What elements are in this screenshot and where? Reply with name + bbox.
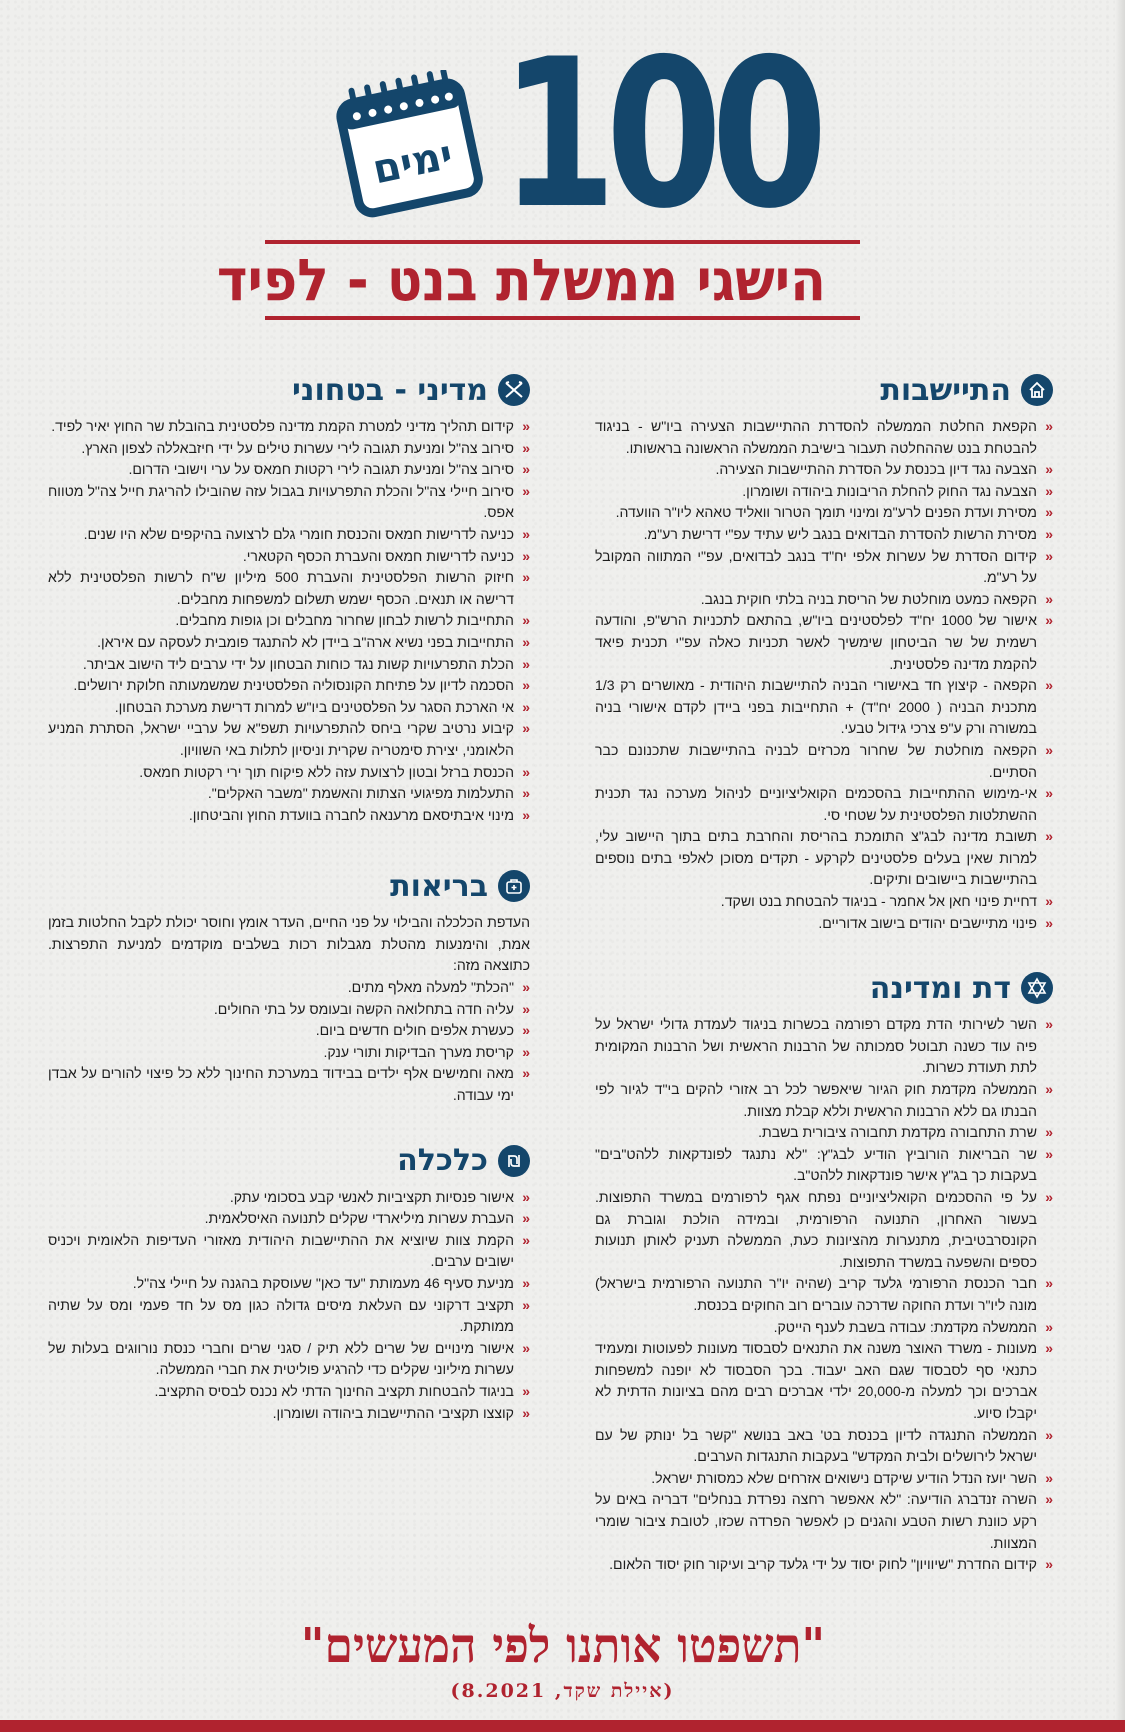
bullet-chevron-icon: « bbox=[1045, 893, 1053, 910]
bullet-chevron-icon: « bbox=[522, 698, 530, 715]
list-item-text: קוצצו תקציבי ההתיישבות ביהודה ושומרון. bbox=[272, 1404, 514, 1421]
bullet-chevron-icon: « bbox=[1045, 1081, 1053, 1098]
list-item bbox=[595, 783, 1053, 826]
list-item-text: סירוב צה"ל ומניעת תגובה לירי רקטות חמאס על ערי וישובי הדרום. bbox=[128, 461, 514, 478]
list-item bbox=[595, 459, 1053, 481]
bullet-chevron-icon: « bbox=[1045, 547, 1053, 564]
health-intro: העדפת הכלכלה והבילוי על פני החיים, העדר אומץ וחוסר יכולת לקבל החלטות בזמן אמת, והימנעות מהטלת מגבלות רכות בשלבים מוקדמים למניעת התפרצות. כתוצאה מזה: bbox=[48, 914, 530, 974]
bullet-chevron-icon: « bbox=[522, 1339, 530, 1356]
list-item-text: תשובת מדינה לבג"צ התומכת בהריסת והחרבת בתים בתוך היישוב עלי, למרות שאין בעלים פלסטינים לקרקע - תקדים מסוכן לאלפי בתים נוספים בהתיישבות ביישובים ותיקים. bbox=[595, 828, 1037, 888]
list-item-text: הסכמה לדיון על פתיחת הקונסוליה הפלסטינית שמשמעותה חלוקת ירושלים. bbox=[73, 677, 514, 694]
bullet-chevron-icon: « bbox=[1045, 1189, 1053, 1205]
list-item-text: קיבוע נרטיב שקרי ביחס להתפרעויות תשפ"א של ערביי ישראל, הסתרת המניע הלאומני, יצירת סימטריה שקרית וניסיון לתלות באי השוויון. bbox=[48, 720, 514, 758]
bullet-chevron-icon: « bbox=[1045, 1556, 1053, 1573]
list-item-text: כעשרת אלפים חולים חדשים ביום. bbox=[315, 1022, 514, 1039]
list-item bbox=[48, 1338, 530, 1381]
bullet-chevron-icon: « bbox=[1045, 785, 1053, 802]
crossed-rifles-icon bbox=[498, 374, 530, 406]
bullet-chevron-icon: « bbox=[1045, 1340, 1053, 1357]
list-item bbox=[48, 546, 530, 568]
list-item-text: מסירת הרשות להסדרת הבדואים בנגב ליש עתיד עפ"י דרישת רע"מ. bbox=[643, 525, 1037, 542]
star-of-david-icon bbox=[1021, 972, 1053, 1004]
bullet-chevron-icon: « bbox=[1045, 612, 1053, 629]
list-item bbox=[595, 1273, 1053, 1316]
list-item bbox=[48, 1208, 530, 1230]
right-column bbox=[595, 370, 1053, 1610]
list-item-text: השרה זנדברג הודיעה: "לא אאפשר רחצה נפרדת בנחלים" דבריה באים על רקע כוונת רשות הטבע והגנים כן לאפשר הפרדה שכזו, לטובת ציבור שומרי המצוות. bbox=[595, 1491, 1037, 1551]
bullet-chevron-icon: « bbox=[522, 525, 530, 542]
list-item-text: השר לשירותי הדת מקדם רפורמה בכשרות בניגוד לעמדת גדולי ישראל על פיה עוד כשנה תבוטל סמכותה של הרבנות הראשית ושל הרבנות המקומית לתת תעודת כשרות. bbox=[595, 1016, 1037, 1076]
list-item bbox=[595, 416, 1053, 459]
list-item-text: קידום תהליך מדיני למטרת הקמת מדינה פלסטינית בהובלת שר החוץ יאיר לפיד. bbox=[51, 418, 514, 434]
bullet-chevron-icon: « bbox=[1045, 1491, 1053, 1508]
list-item bbox=[48, 999, 530, 1021]
list-item-text: הקפאת החלטת הממשלה להסדרת ההתיישבות הצעירה ביו"ש - בניגוד להבטחת בנט שההחלטה תעבור בישיבת הממשלה הראשונה בראשותו. bbox=[595, 418, 1037, 456]
bullet-chevron-icon: « bbox=[1045, 677, 1053, 694]
list-item bbox=[48, 632, 530, 654]
section-title: מדיני - בטחוני bbox=[292, 372, 488, 408]
list-item bbox=[595, 1014, 1053, 1079]
list-item-text: קידום החדרת "שיוויון" לחוק יסוד על ידי גלעד קריב ועיקור חוק יסוד הלאום. bbox=[609, 1556, 1037, 1573]
list-item bbox=[595, 1425, 1053, 1468]
bullet-chevron-icon: « bbox=[522, 806, 530, 823]
bullet-chevron-icon: « bbox=[522, 418, 530, 434]
list-item bbox=[595, 502, 1053, 524]
list-item-text: בניגוד להבטחות תקציב החינוך הדתי לא נכנס לבסיס התקציב. bbox=[154, 1382, 514, 1399]
list-item-text: העברת עשרות מיליארדי שקלים לתנועה האיסלאמית. bbox=[204, 1210, 514, 1227]
list-item bbox=[595, 1187, 1053, 1273]
list-item-text: מינוי איבתיסאם מרענאה לחברה בוועדת החוץ והביטחון. bbox=[188, 806, 514, 823]
bullet-chevron-icon: « bbox=[522, 1231, 530, 1248]
list-item-text: עליה חדה בתחלואה הקשה ובעומס על בתי החולים. bbox=[213, 1000, 514, 1017]
list-item-text: חבר הכנסת הרפורמי גלעד קריב (שהיה יו"ר התנועה הרפורמית בישראל) מונה ליו"ר ועדת החוקה שדרכה עוברים רוב החוקים בכנסת. bbox=[595, 1275, 1037, 1313]
left-column bbox=[48, 370, 530, 1458]
list-item-text: הממשלה מקדמת: עבודה בשבת לענף הייטק. bbox=[773, 1318, 1037, 1335]
list-item-text: התחייבות בפני נשיא ארה"ב ביידן לא להתנגד פומבית לעסקה עם איראן. bbox=[97, 633, 514, 650]
section-heading bbox=[48, 1141, 530, 1181]
list-item-text: השר יועז הנדל הודיע שיקדם נישואים אזרחים שלא כמסורת ישראל. bbox=[651, 1469, 1037, 1486]
list-item-text: הקמת צוות שיוציא את ההתיישבות היהודית מאזורי העדיפות הלאומית ויכניס ישובים ערבים. bbox=[48, 1231, 514, 1270]
bullet-chevron-icon: « bbox=[522, 1000, 530, 1017]
bullet-chevron-icon: « bbox=[522, 1275, 530, 1291]
calendar-word: ימים bbox=[368, 131, 457, 194]
list-item bbox=[48, 1295, 530, 1338]
quote-text: "תשפטו אותנו לפי המעשים" bbox=[300, 1618, 825, 1674]
bullet-chevron-icon: « bbox=[1045, 1426, 1053, 1443]
list-item bbox=[595, 524, 1053, 546]
bullet-chevron-icon: « bbox=[522, 439, 530, 456]
list-item bbox=[48, 977, 530, 999]
bullet-chevron-icon: « bbox=[522, 1404, 530, 1421]
house-icon bbox=[1021, 374, 1053, 406]
bullet-chevron-icon: « bbox=[1045, 482, 1053, 499]
list-item bbox=[595, 1468, 1053, 1490]
bullet-chevron-icon: « bbox=[522, 1022, 530, 1039]
list-item-text: קידום הסדרת של עשרות אלפי יח"ד בנגב לבדואים, עפ"י המתווה המקובל על רע"מ. bbox=[595, 547, 1037, 586]
section-settlement bbox=[595, 370, 1053, 934]
list-item bbox=[595, 891, 1053, 913]
bullet-chevron-icon: « bbox=[522, 633, 530, 650]
bullet-chevron-icon: « bbox=[1045, 418, 1053, 434]
bullet-chevron-icon: « bbox=[522, 979, 530, 996]
section-title: התיישבות bbox=[880, 372, 1011, 408]
list-item bbox=[595, 1144, 1053, 1187]
list-item bbox=[595, 610, 1053, 675]
list-item bbox=[48, 1273, 530, 1295]
section-title: דת ומדינה bbox=[869, 970, 1011, 1006]
list-item-text: אישור פנסיות תקציביות לאנשי קבע בסכומי עתק. bbox=[229, 1188, 514, 1205]
list-item bbox=[595, 913, 1053, 935]
list-item bbox=[595, 1317, 1053, 1339]
bullet-chevron-icon: « bbox=[522, 785, 530, 802]
bullet-chevron-icon: « bbox=[522, 461, 530, 478]
bullet-chevron-icon: « bbox=[1045, 741, 1053, 758]
section-religion bbox=[595, 968, 1053, 1575]
list-item bbox=[595, 1554, 1053, 1576]
section-heading bbox=[595, 370, 1053, 410]
bullet-chevron-icon: « bbox=[522, 720, 530, 737]
list-item-text: סירוב חיילי צה"ל והכלת התפרעויות בגבול עזה שהובילו להריגת חייל צה"ל מטווח אפס. bbox=[48, 482, 514, 521]
section-title: בריאות bbox=[390, 868, 488, 904]
list-item-text: אי הארכת הסגר על הפלסטינים ביו"ש למרות דרישת מערכת הבטחון. bbox=[114, 698, 514, 715]
list-item bbox=[595, 589, 1053, 611]
security-list bbox=[48, 416, 530, 826]
list-item-text: כניעה לדרישות חמאס והכנסת חומרי גלם לרצועה בהיקפים שלא היו שנים. bbox=[83, 525, 514, 542]
footer-quote bbox=[0, 1618, 1125, 1674]
list-item bbox=[48, 1187, 530, 1209]
list-item bbox=[595, 1338, 1053, 1424]
bottom-bar bbox=[0, 1720, 1125, 1732]
list-item-text: מניעת סעיף 46 מעמותת "עד כאן" שעוסקת בהגנה על חיילי צה"ל. bbox=[132, 1275, 514, 1291]
list-item-text: הממשלה מקדמת חוק הגיור שיאפשר לכל רב אזורי להקים בי"ד לגיור לפי הבנתו גם ללא הרבנות הראשית וללא קבלת מצוות. bbox=[595, 1081, 1037, 1119]
bullet-chevron-icon: « bbox=[522, 1210, 530, 1227]
bullet-chevron-icon: « bbox=[522, 1188, 530, 1205]
bullet-chevron-icon: « bbox=[522, 763, 530, 780]
list-item bbox=[48, 1042, 530, 1064]
bullet-chevron-icon: « bbox=[1045, 1469, 1053, 1486]
list-item bbox=[48, 567, 530, 610]
list-item bbox=[595, 740, 1053, 783]
bullet-chevron-icon: « bbox=[1045, 525, 1053, 542]
hundred-number: 100 bbox=[500, 16, 817, 254]
list-item-text: אישור מינויים של שרים ללא תיק / סגני שרים וחברי כנסת נורווגים בעלות של עשרות מיליוני שקלים כדי להרגיע פוליטית את חברי הממשלה. bbox=[48, 1339, 514, 1378]
list-item bbox=[48, 1381, 530, 1403]
bullet-chevron-icon: « bbox=[522, 677, 530, 694]
list-item bbox=[595, 1122, 1053, 1144]
section-title: כלכלה bbox=[397, 1143, 488, 1179]
bullet-chevron-icon: « bbox=[522, 655, 530, 672]
list-item-text: מסירת ועדת הפנים לרע"מ ומינוי תומך הטרור וואליד טאהא ליו"ר הוועדה. bbox=[615, 504, 1037, 521]
economy-list bbox=[48, 1187, 530, 1425]
list-item bbox=[595, 826, 1053, 891]
bullet-chevron-icon: « bbox=[522, 569, 530, 586]
list-item-text: הממשלה התנגדה לדיון בכנסת בט' באב בנושא "קשר בל ינותק של עם ישראל לירושלים ולבית המקדש" בעקבות התנגדות הערבים. bbox=[595, 1426, 1037, 1465]
list-item bbox=[48, 805, 530, 827]
bullet-chevron-icon: « bbox=[522, 1065, 530, 1082]
list-item-text: הקפאה מוחלטת של שחרור מכרזים לבניה בהתיישבות שתכנונם כבר הסתיים. bbox=[595, 741, 1037, 780]
list-item-text: אי-מימוש ההתחייבות בהסכמים הקואליציוניים לניהול מערכה נגד תכנית ההשתלטות הפלסטינית על שטחי סי. bbox=[595, 785, 1037, 823]
bullet-chevron-icon: « bbox=[522, 612, 530, 629]
list-item bbox=[48, 481, 530, 524]
bullet-chevron-icon: « bbox=[1045, 504, 1053, 521]
bullet-chevron-icon: « bbox=[522, 1043, 530, 1060]
bullet-chevron-icon: « bbox=[1045, 1145, 1053, 1162]
list-item bbox=[48, 654, 530, 676]
list-item bbox=[595, 546, 1053, 589]
bullet-chevron-icon: « bbox=[1045, 1318, 1053, 1335]
list-item-text: מעונות - משרד האוצר משנה את התנאים לסבסוד מעונות לפעוטות ומעמיד כתנאי סף לסבסוד שגם האב יעבוד. בכך הסבסוד לא יופנה למשפחות אברכים וכך למעלה מ-20,000 ילדי אברכים רבים מהם בציונות הדתית לא יקבלו סיוע. bbox=[595, 1340, 1037, 1421]
list-item-text: כניעה לדרישות חמאס והעברת הכסף הקטארי. bbox=[242, 547, 514, 564]
list-item bbox=[595, 1079, 1053, 1122]
list-item-text: אישור של 1000 יח"ד לפלסטינים ביו"ש, בהתאם לתכניות הרש"פ, והודעה רשמית של שר הביטחון שימשיך לאשר תכניות כאלה עפ"י תכנית פיאד להקמת מדינה פלסטינית. bbox=[595, 612, 1038, 672]
bullet-chevron-icon: « bbox=[522, 547, 530, 564]
bullet-chevron-icon: « bbox=[1045, 461, 1053, 478]
list-item bbox=[48, 1020, 530, 1042]
list-item-text: הכנסת ברזל ובטון לרצועת עזה ללא פיקוח תוך ירי רקטות חמאס. bbox=[139, 763, 514, 780]
section-heading bbox=[595, 968, 1053, 1008]
list-item bbox=[48, 1230, 530, 1273]
section-heading bbox=[48, 866, 530, 906]
bullet-chevron-icon: « bbox=[1045, 914, 1053, 931]
religion-list bbox=[595, 1014, 1053, 1575]
list-item-text: הצבעה נגד החוק להחלת הריבונות ביהודה ושומרון. bbox=[742, 482, 1037, 499]
settlement-list bbox=[595, 416, 1053, 934]
list-item bbox=[595, 481, 1053, 503]
list-item-text: הקפאה כמעט מוחלטת של הריסת בניה בלתי חוקית בנגב. bbox=[700, 590, 1037, 607]
list-item bbox=[48, 1063, 530, 1106]
bullet-chevron-icon: « bbox=[522, 482, 530, 499]
list-item-text: הצבעה נגד דיון בכנסת על הסדרת ההתיישבות הצעירה. bbox=[715, 461, 1037, 478]
shekel-icon bbox=[498, 1145, 530, 1177]
bullet-chevron-icon: « bbox=[1045, 1275, 1053, 1292]
list-item-text: התעלמות מפיגועי הצתות והאשמת "משבר האקלים". bbox=[207, 785, 514, 802]
list-item bbox=[48, 438, 530, 460]
bullet-chevron-icon: « bbox=[522, 1382, 530, 1399]
poster-header bbox=[0, 16, 1125, 254]
list-item bbox=[48, 675, 530, 697]
list-item bbox=[48, 459, 530, 481]
list-item-text: קריסת מערך הבדיקות ותורי ענק. bbox=[323, 1043, 514, 1060]
list-item bbox=[48, 783, 530, 805]
list-item-text: שרת התחבורה מקדמת תחבורה ציבורית בשבת. bbox=[758, 1124, 1037, 1141]
list-item bbox=[48, 416, 530, 438]
section-health bbox=[48, 866, 530, 1106]
list-item bbox=[48, 1403, 530, 1425]
bullet-chevron-icon: « bbox=[1045, 1016, 1053, 1033]
footer-attribution: (איילת שקד, 8.2021) bbox=[450, 1680, 675, 1702]
list-item bbox=[48, 697, 530, 719]
bullet-chevron-icon: « bbox=[1045, 1124, 1053, 1141]
list-item-text: סירוב צה"ל ומניעת תגובה לירי עשרות טילים על ידי חיזבאללה לצפון הארץ. bbox=[81, 439, 514, 456]
section-heading bbox=[48, 370, 530, 410]
list-item bbox=[48, 762, 530, 784]
list-item-text: "הכלת" למעלה מאלף מתים. bbox=[347, 979, 514, 996]
list-item-text: הכלת התפרעויות קשות נגד כוחות הבטחון על ידי ערבים ליד הישוב אביתר. bbox=[82, 655, 514, 672]
list-item-text: דחיית פינוי חאן אל אחמר - בניגוד להבטחת בנט ושקד. bbox=[720, 893, 1037, 910]
list-item-text: פינוי מתיישבים יהודים בישוב אדוריים. bbox=[818, 914, 1037, 931]
list-item-text: מאה וחמישים אלף ילדים בבידוד במערכת החינוך ללא כל פיצוי להורים על אבדן ימי עבודה. bbox=[48, 1065, 514, 1104]
health-list bbox=[48, 977, 530, 1107]
bullet-chevron-icon: « bbox=[522, 1296, 530, 1313]
list-item bbox=[48, 610, 530, 632]
calendar-icon bbox=[334, 70, 484, 220]
page-title: הישגי ממשלת בנט - לפיד bbox=[217, 246, 827, 314]
bullet-chevron-icon: « bbox=[1045, 590, 1053, 607]
list-item-text: תקציב דרקוני עם העלאת מיסים גדולה כגון מס על חד פעמי ומס על שתיה ממותקת. bbox=[48, 1296, 514, 1335]
list-item-text: חיזוק הרשות הפלסטינית והעברת 500 מיליון ש"ח לרשות הפלסטינית ללא דרישה או תנאים. הכסף ישמש תשלום למשפחות מחבלים. bbox=[48, 569, 514, 607]
list-item-text: על פי ההסכמים הקואליציוניים נפתח אגף לרפורמים במשרד התפוצות. בעשור האחרון, התנועה הרפורמית, ובמידה הולכת וגוברת גם הקונסרבטיבית, מתנערות מהציונות כעת, הממשלה תעניק לאותן תנועות כספים והשפעה במשרד התפוצות. bbox=[595, 1189, 1037, 1270]
list-item-text: התחייבות לרשות לבחון שחרור מחבלים וכן גופות מחבלים. bbox=[175, 612, 514, 629]
title-frame bbox=[217, 240, 860, 320]
section-economy bbox=[48, 1141, 530, 1425]
list-item-text: שר הבריאות הורוביץ הודיע לבג"ץ: "לא נתנגד לפונדקאות ללהט"בים" בעקבות כך בג"ץ אישר פונדקאות ללהט"ב. bbox=[595, 1145, 1037, 1184]
list-item bbox=[595, 675, 1053, 740]
page-edge-shadow bbox=[1115, 0, 1125, 1732]
list-item-text: הקפאה - קיצוץ חד באישורי הבניה להתיישבות היהודית - מאושרים רק 1/3 מתכנית הבניה ( 2000 יח"ד) + התחייבות בפני ביידן לקדם אישורי בניה במשורה ורק ע"פ צרכי גידול טבעי. bbox=[595, 677, 1037, 737]
bullet-chevron-icon: « bbox=[1045, 828, 1053, 845]
list-item bbox=[48, 524, 530, 546]
list-item bbox=[48, 718, 530, 761]
list-item bbox=[595, 1489, 1053, 1554]
section-security bbox=[48, 370, 530, 826]
medical-kit-icon bbox=[498, 870, 530, 902]
